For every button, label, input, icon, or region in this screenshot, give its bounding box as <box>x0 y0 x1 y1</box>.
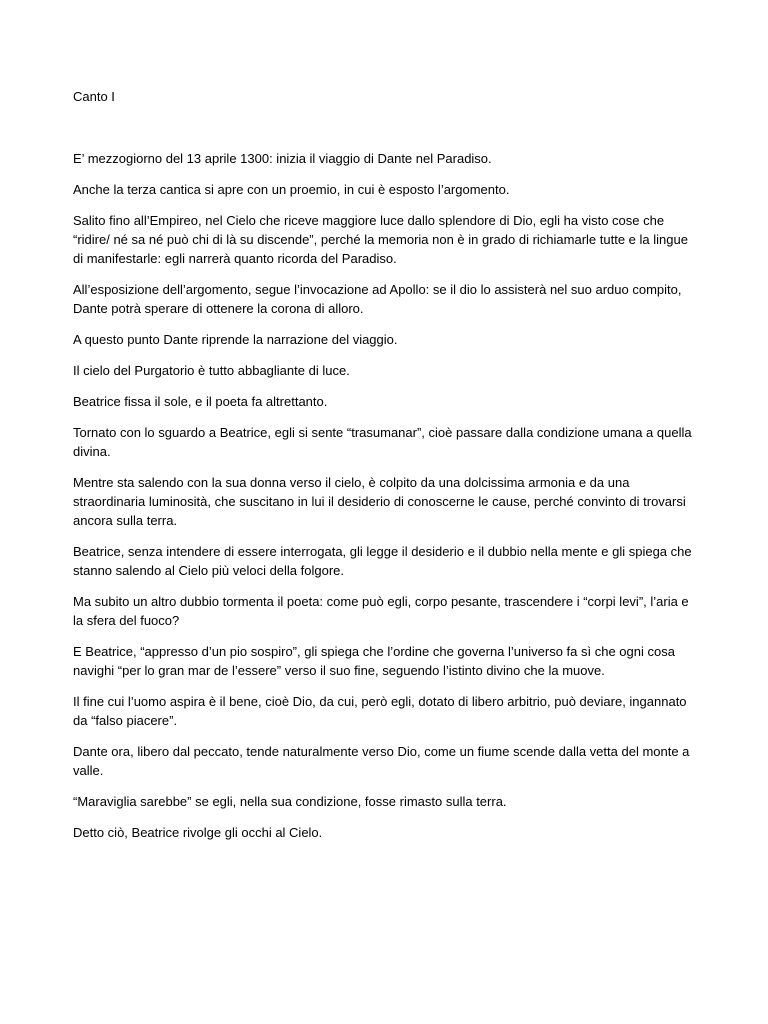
paragraph: Beatrice, senza intendere di essere interrogata, gli legge il desiderio e il dubbio nella mente e gli spiega che stanno salendo al Cielo più veloci della folgore. <box>73 544 692 578</box>
paragraph: Tornato con lo sguardo a Beatrice, egli si sente “trasumanar”, cioè passare dalla condizione umana a quella divina. <box>73 425 692 459</box>
paragraph: All’esposizione dell’argomento, segue l’invocazione ad Apollo: se il dio lo assisterà nel suo arduo compito, Dante potrà sperare di ottenere la corona di alloro. <box>73 282 682 316</box>
document-page <box>73 87 695 854</box>
paragraph: Salito fino all’Empireo, nel Cielo che riceve maggiore luce dallo splendore di Dio, egli ha visto cose che “ridire/ né sa né può chi di là su discende”, perché la memoria non è in grado di richiamarle tutte e la lingue di manifestarle: egli narrerà quanto ricorda del Paradiso. <box>73 213 688 266</box>
paragraph: “Maraviglia sarebbe” se egli, nella sua condizione, fosse rimasto sulla terra. <box>73 794 507 809</box>
paragraph: Mentre sta salendo con la sua donna verso il cielo, è colpito da una dolcissima armonia e da una straordinaria luminosità, che suscitano in lui il desiderio di conoscerne le cause, perché convinto di trovarsi ancora sulla terra. <box>73 475 686 528</box>
page-title: Canto I <box>73 89 115 104</box>
paragraph: Anche la terza cantica si apre con un proemio, in cui è esposto l’argomento. <box>73 182 510 197</box>
paragraph: Il fine cui l’uomo aspira è il bene, cioè Dio, da cui, però egli, dotato di libero arbitrio, può deviare, ingannato da “falso piacere”. <box>73 694 687 728</box>
paragraph: Detto ciò, Beatrice rivolge gli occhi al Cielo. <box>73 825 323 840</box>
paragraph: E’ mezzogiorno del 13 aprile 1300: inizia il viaggio di Dante nel Paradiso. <box>73 151 492 166</box>
paragraph: E Beatrice, “appresso d’un pio sospiro”, gli spiega che l’ordine che governa l’universo fa sì che ogni cosa navighi “per lo gran mar de l’essere” verso il suo fine, seguendo l’istinto divino che la muove. <box>73 644 675 678</box>
paragraph: Ma subito un altro dubbio tormenta il poeta: come può egli, corpo pesante, trascendere i “corpi levi”, l’aria e la sfera del fuoco? <box>73 594 689 628</box>
paragraph: Dante ora, libero dal peccato, tende naturalmente verso Dio, come un fiume scende dalla vetta del monte a valle. <box>73 744 690 778</box>
paragraph: Il cielo del Purgatorio è tutto abbagliante di luce. <box>73 363 350 378</box>
paragraph: A questo punto Dante riprende la narrazione del viaggio. <box>73 332 398 347</box>
paragraph: Beatrice fissa il sole, e il poeta fa altrettanto. <box>73 394 328 409</box>
